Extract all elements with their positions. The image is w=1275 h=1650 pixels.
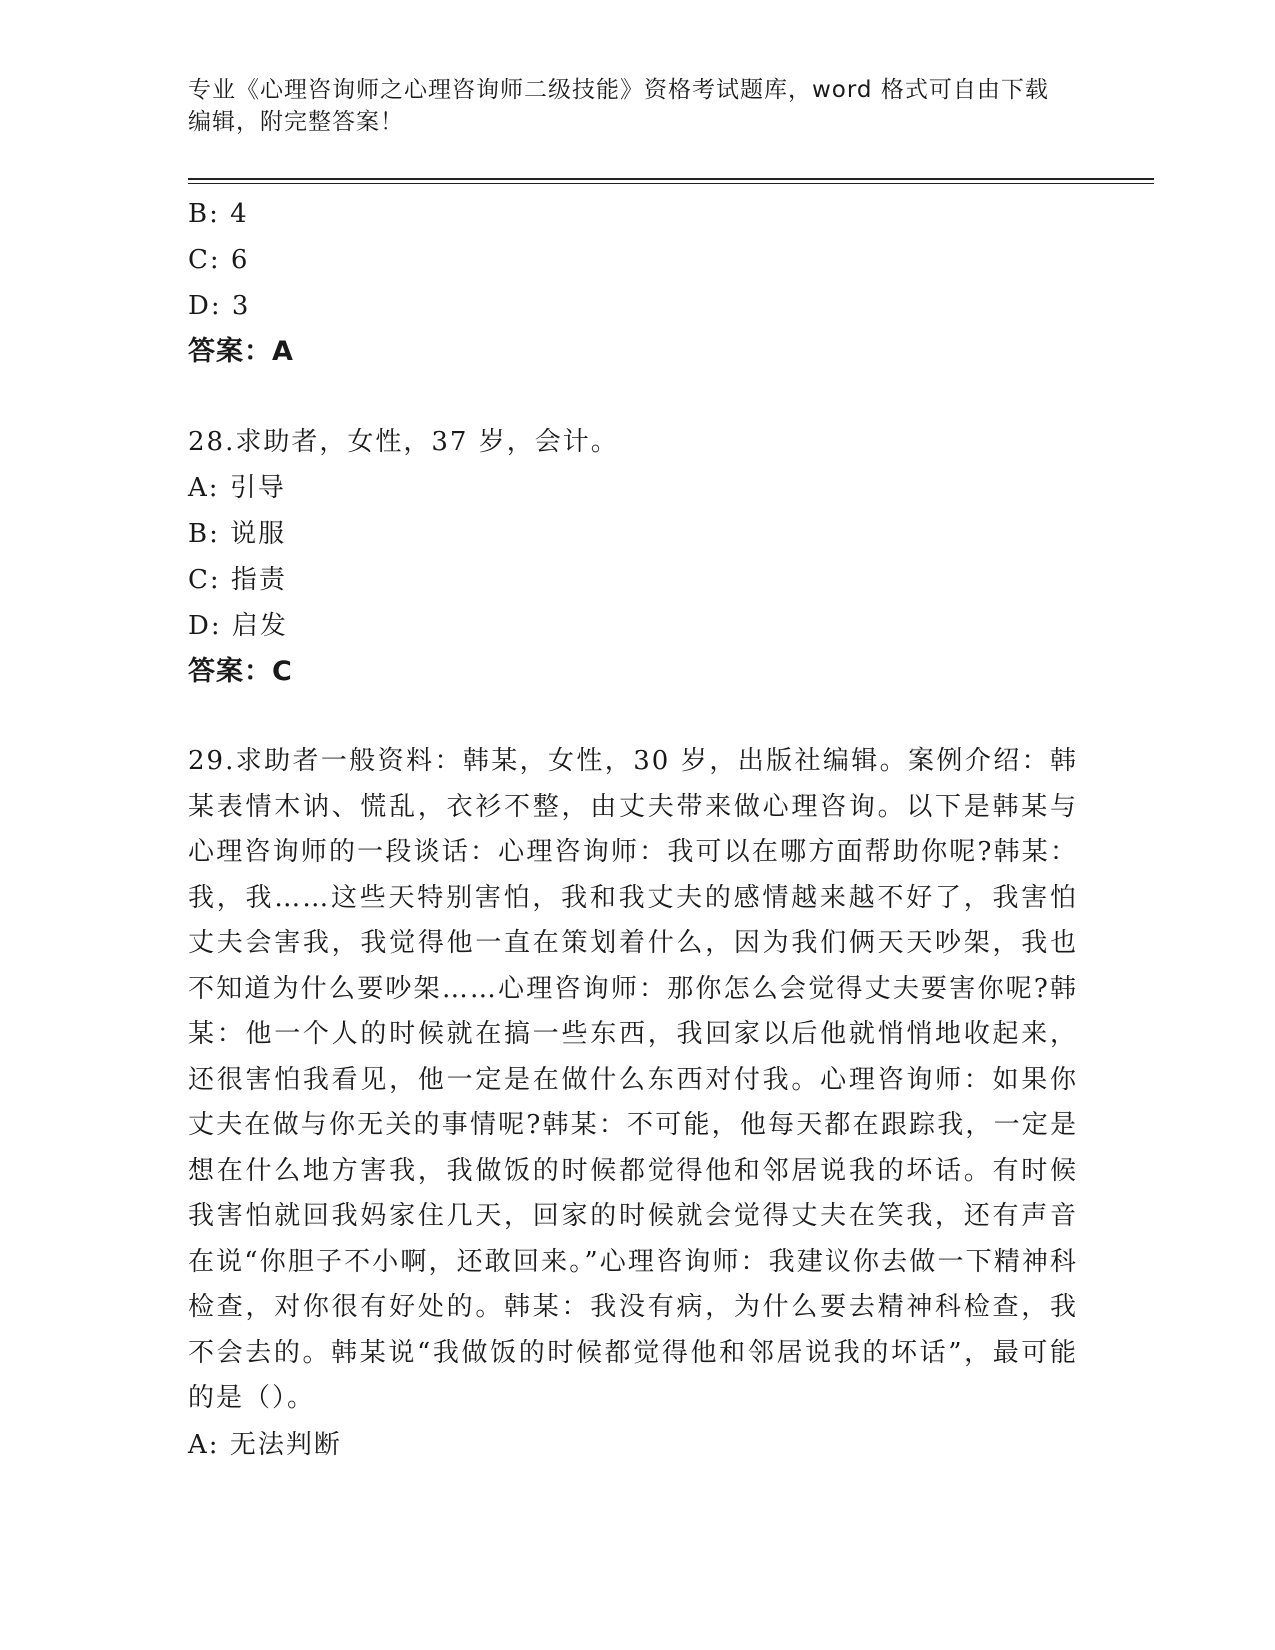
option-label: B: (188, 199, 220, 229)
spacer (188, 375, 1088, 419)
option-d (188, 283, 1088, 329)
option-label: D: (188, 291, 222, 321)
option-label: C: (188, 245, 221, 275)
option-d (188, 603, 1088, 649)
option-text: 6 (230, 245, 250, 275)
option-text: 说服 (230, 519, 287, 549)
question-29-options (188, 1422, 1088, 1468)
spacer (188, 695, 1088, 739)
document-header (188, 74, 1068, 138)
option-a (188, 1422, 1088, 1468)
header-line-1: 专业《心理咨询师之心理咨询师二级技能》资格考试题库，word 格式可自由下载 (188, 77, 1049, 103)
option-a (188, 465, 1088, 511)
option-label: A: (188, 473, 220, 503)
option-label: C: (188, 565, 221, 595)
option-b (188, 191, 1088, 237)
header-line-2: 编辑，附完整答案！ (188, 109, 404, 135)
header-divider-thick (188, 178, 1154, 180)
header-divider-thin (188, 183, 1154, 184)
question-27-options (188, 191, 1088, 329)
option-text: 启发 (231, 611, 288, 641)
option-b (188, 511, 1088, 557)
option-c (188, 237, 1088, 283)
option-c (188, 557, 1088, 603)
option-text: 引导 (229, 473, 286, 503)
option-text: 4 (230, 199, 249, 229)
option-label: A: (188, 1429, 220, 1460)
option-text: 3 (231, 291, 251, 321)
option-text: 无法判断 (229, 1429, 342, 1460)
option-label: D: (188, 611, 222, 641)
option-text: 指责 (230, 565, 287, 595)
question-28-answer: 答案：C (188, 656, 293, 687)
question-content (188, 191, 1088, 1468)
option-label: B: (188, 519, 220, 549)
question-28-options (188, 465, 1088, 649)
question-28-stem: 28.求助者，女性，37 岁，会计。 (188, 427, 619, 457)
question-29-stem: 29.求助者一般资料：韩某，女性，30 岁，出版社编辑。案例介绍：韩某表情木讷、慌乱，衣衫不整，由丈夫带来做心理咨询。以下是韩某与心理咨询师的一段谈话：心理咨询师：我可以在哪方面帮助你呢?韩某：我，我……这些天特别害怕，我和我丈夫的感情越来越不好了，我害怕丈夫会害我，我觉得他一直在策划着什么，因为我们俩天天吵架，我也不知道为什么要吵架……心理咨询师：那你怎么会觉得丈夫要害你呢?韩某：他一个人的时候就在搞一些东西，我回家以后他就悄悄地收起来，还很害怕我看见，他一定是在做什么东西对付我。心理咨询师：如果你丈夫在做与你无关的事情呢?韩某：不可能，他每天都在跟踪我，一定是想在什么地方害我，我做饭的时候都觉得他和邻居说我的坏话。有时候我害怕就回我妈家住几天，回家的时候就会觉得丈夫在笑我，还有声音在说“你胆子不小啊，还敢回来。”心理咨询师：我建议你去做一下精神科检查，对你很有好处的。韩某：我没有病，为什么要去精神科检查，我不会去的。韩某说“我做饭的时候都觉得他和邻居说我的坏话”，最可能的是（）。 (188, 746, 1078, 1413)
question-27-answer: 答案：A (188, 336, 294, 367)
